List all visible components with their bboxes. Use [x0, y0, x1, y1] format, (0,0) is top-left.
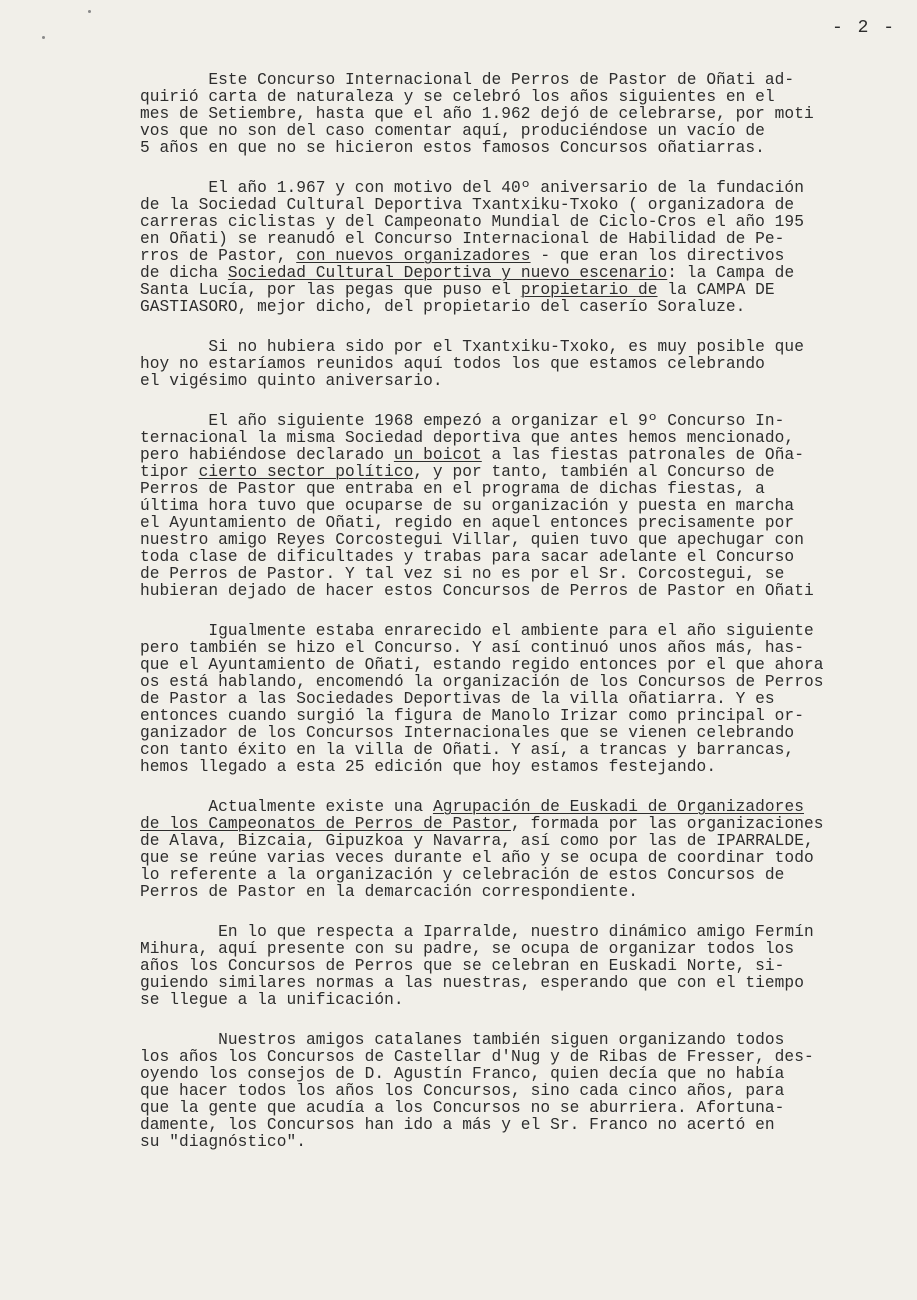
text-segment: de Alava, Bizcaia, Gipuzkoa y Navarra, así como por las de IPARRALDE,	[140, 833, 814, 850]
text-line	[140, 941, 917, 958]
text-line	[140, 708, 917, 725]
paragraph	[140, 180, 917, 316]
text-segment: última hora tuvo que ocuparse de su organización y puesta en marcha	[140, 498, 795, 515]
text-segment: vos que no son del caso comentar aquí, produciéndose un vacío de	[140, 123, 765, 140]
text-line	[140, 532, 917, 549]
underlined-text: con nuevos organizadores	[296, 248, 531, 265]
underlined-text: Sociedad Cultural Deportiva y nuevo escenario	[227, 265, 668, 282]
text-segment: oyendo los consejos de D. Agustín Franco, quien decía que no había	[140, 1066, 785, 1083]
text-line	[140, 339, 917, 356]
text-segment: ganizador de los Concursos Internacionales que se vienen celebrando	[140, 725, 795, 742]
text-segment: , formada por las organizaciones	[511, 816, 824, 833]
text-segment: Nuestros amigos catalanes también siguen organizando todos	[140, 1032, 785, 1049]
text-line	[140, 265, 917, 282]
text-segment: El año siguiente 1968 empezó a organizar el 9º Concurso In-	[140, 413, 785, 430]
paragraph	[140, 623, 917, 776]
paragraph	[140, 413, 917, 600]
text-segment: : la Campa de	[667, 265, 795, 282]
paragraph	[140, 924, 917, 1009]
page-number: - 2 -	[832, 18, 897, 38]
text-line	[140, 356, 917, 373]
document-body	[140, 72, 917, 1174]
text-line	[140, 691, 917, 708]
text-segment: el Ayuntamiento de Oñati, regido en aquel entonces precisamente por	[140, 515, 795, 532]
text-segment: - que eran los directivos	[530, 248, 785, 265]
text-segment: el vigésimo quinto aniversario.	[140, 373, 443, 390]
text-segment: tipor	[140, 464, 199, 481]
text-line	[140, 106, 917, 123]
text-segment: quirió carta de naturaleza y se celebró los años siguientes en el	[140, 89, 775, 106]
text-segment: Perros de Pastor que entraba en el programa de dichas fiestas, a	[140, 481, 765, 498]
text-segment: de dicha	[140, 265, 228, 282]
text-segment: nuestro amigo Reyes Corcostegui Villar, quien tuvo que apechugar con	[140, 532, 804, 549]
text-line	[140, 640, 917, 657]
text-line	[140, 515, 917, 532]
text-line	[140, 674, 917, 691]
text-segment: entonces cuando surgió la figura de Manolo Irizar como principal or-	[140, 708, 804, 725]
text-line	[140, 1117, 917, 1134]
text-line	[140, 140, 917, 157]
text-segment: años los Concursos de Perros que se celebran en Euskadi Norte, si-	[140, 958, 785, 975]
underlined-text: de los Campeonatos de Perros de Pastor	[140, 816, 512, 833]
paragraph	[140, 339, 917, 390]
text-line	[140, 1100, 917, 1117]
text-line	[140, 299, 917, 316]
text-segment: hoy no estaríamos reunidos aquí todos los que estamos celebrando	[140, 356, 765, 373]
text-segment: , y por tanto, también al Concurso de	[413, 464, 775, 481]
text-segment: Mihura, aquí presente con su padre, se ocupa de organizar todos los	[140, 941, 795, 958]
text-line	[140, 657, 917, 674]
text-segment: lo referente a la organización y celebración de estos Concursos de	[140, 867, 785, 884]
text-line	[140, 197, 917, 214]
text-line	[140, 1066, 917, 1083]
text-line	[140, 924, 917, 941]
text-line	[140, 481, 917, 498]
text-segment: de Perros de Pastor. Y tal vez si no es por el Sr. Corcostegui, se	[140, 566, 785, 583]
text-line	[140, 430, 917, 447]
text-segment: de la Sociedad Cultural Deportiva Txantxiku-Txoko ( organizadora de	[140, 197, 795, 214]
text-segment: su "diagnóstico".	[140, 1134, 306, 1151]
text-segment: que hacer todos los años los Concursos, sino cada cinco años, para	[140, 1083, 785, 1100]
text-line	[140, 583, 917, 600]
text-line	[140, 180, 917, 197]
text-segment: la CAMPA DE	[657, 282, 775, 299]
text-line	[140, 623, 917, 640]
underlined-text: un boicot	[393, 447, 482, 464]
text-segment: Perros de Pastor en la demarcación correspondiente.	[140, 884, 638, 901]
text-line	[140, 413, 917, 430]
text-segment: ternacional la misma Sociedad deportiva que antes hemos mencionado,	[140, 430, 795, 447]
text-line	[140, 498, 917, 515]
text-segment: hubieran dejado de hacer estos Concursos de Perros de Pastor en Oñati	[140, 583, 814, 600]
text-line	[140, 958, 917, 975]
text-line	[140, 566, 917, 583]
text-line	[140, 89, 917, 106]
text-line	[140, 282, 917, 299]
text-line	[140, 759, 917, 776]
text-line	[140, 725, 917, 742]
text-segment: guiendo similares normas a las nuestras, esperando que con el tiempo	[140, 975, 804, 992]
text-segment: En lo que respecta a Iparralde, nuestro dinámico amigo Fermín	[140, 924, 814, 941]
text-segment: de Pastor a las Sociedades Deportivas de la villa oñatiarra. Y es	[140, 691, 775, 708]
text-segment: Santa Lucía, por las pegas que puso el	[140, 282, 521, 299]
text-line	[140, 231, 917, 248]
text-line	[140, 884, 917, 901]
text-segment: rros de Pastor,	[140, 248, 297, 265]
text-segment: mes de Setiembre, hasta que el año 1.962 dejó de celebrarse, por moti	[140, 106, 814, 123]
text-line	[140, 123, 917, 140]
text-line	[140, 833, 917, 850]
text-line	[140, 975, 917, 992]
text-line	[140, 549, 917, 566]
text-line	[140, 464, 917, 481]
text-line	[140, 742, 917, 759]
text-segment: pero habiéndose declarado	[140, 447, 394, 464]
text-segment: que el Ayuntamiento de Oñati, estando regido entonces por el que ahora	[140, 657, 824, 674]
text-line	[140, 850, 917, 867]
paragraph	[140, 72, 917, 157]
paper-speck-2	[42, 36, 45, 39]
text-segment: pero también se hizo el Concurso. Y así continuó unos años más, has-	[140, 640, 804, 657]
text-line	[140, 799, 917, 816]
text-segment: los años los Concursos de Castellar d'Nug y de Ribas de Fresser, des-	[140, 1049, 814, 1066]
text-line	[140, 992, 917, 1009]
text-line	[140, 248, 917, 265]
text-segment: con tanto éxito en la villa de Oñati. Y así, a trancas y barrancas,	[140, 742, 795, 759]
text-segment: damente, los Concursos han ido a más y el Sr. Franco no acertó en	[140, 1117, 775, 1134]
text-segment: carreras ciclistas y del Campeonato Mundial de Ciclo-Cros el año 195	[140, 214, 804, 231]
text-segment: hemos llegado a esta 25 edición que hoy estamos festejando.	[140, 759, 717, 776]
text-segment: a las fiestas patronales de Oña-	[481, 447, 804, 464]
text-segment: Este Concurso Internacional de Perros de Pastor de Oñati ad-	[140, 72, 795, 89]
text-segment: Actualmente existe una	[140, 799, 433, 816]
text-line	[140, 1049, 917, 1066]
paragraph	[140, 799, 917, 901]
text-line	[140, 867, 917, 884]
text-segment: El año 1.967 y con motivo del 40º aniversario de la fundación	[140, 180, 804, 197]
text-segment: en Oñati) se reanudó el Concurso Internacional de Habilidad de Pe-	[140, 231, 785, 248]
text-segment: os está hablando, encomendó la organización de los Concursos de Perros	[140, 674, 824, 691]
text-line	[140, 1083, 917, 1100]
text-line	[140, 1032, 917, 1049]
text-line	[140, 1134, 917, 1151]
text-segment: Si no hubiera sido por el Txantxiku-Txoko, es muy posible que	[140, 339, 804, 356]
text-line	[140, 447, 917, 464]
underlined-text: Agrupación de Euskadi de Organizadores	[432, 799, 804, 816]
paragraph	[140, 1032, 917, 1151]
text-segment: que la gente que acudía a los Concursos no se aburriera. Afortuna-	[140, 1100, 785, 1117]
text-line	[140, 214, 917, 231]
text-segment: 5 años en que no se hicieron estos famosos Concursos oñatiarras.	[140, 140, 765, 157]
text-line	[140, 373, 917, 390]
underlined-text: propietario de	[520, 282, 658, 299]
text-segment: que se reúne varias veces durante el año y se ocupa de coordinar todo	[140, 850, 814, 867]
text-segment: GASTIASORO, mejor dicho, del propietario del caserío Soraluze.	[140, 299, 746, 316]
underlined-text: cierto sector político	[198, 464, 414, 481]
paper-speck-1	[88, 10, 91, 13]
text-segment: se llegue a la unificación.	[140, 992, 404, 1009]
text-line	[140, 72, 917, 89]
text-line	[140, 816, 917, 833]
text-segment: toda clase de dificultades y trabas para sacar adelante el Concurso	[140, 549, 795, 566]
text-segment: Igualmente estaba enrarecido el ambiente para el año siguiente	[140, 623, 814, 640]
